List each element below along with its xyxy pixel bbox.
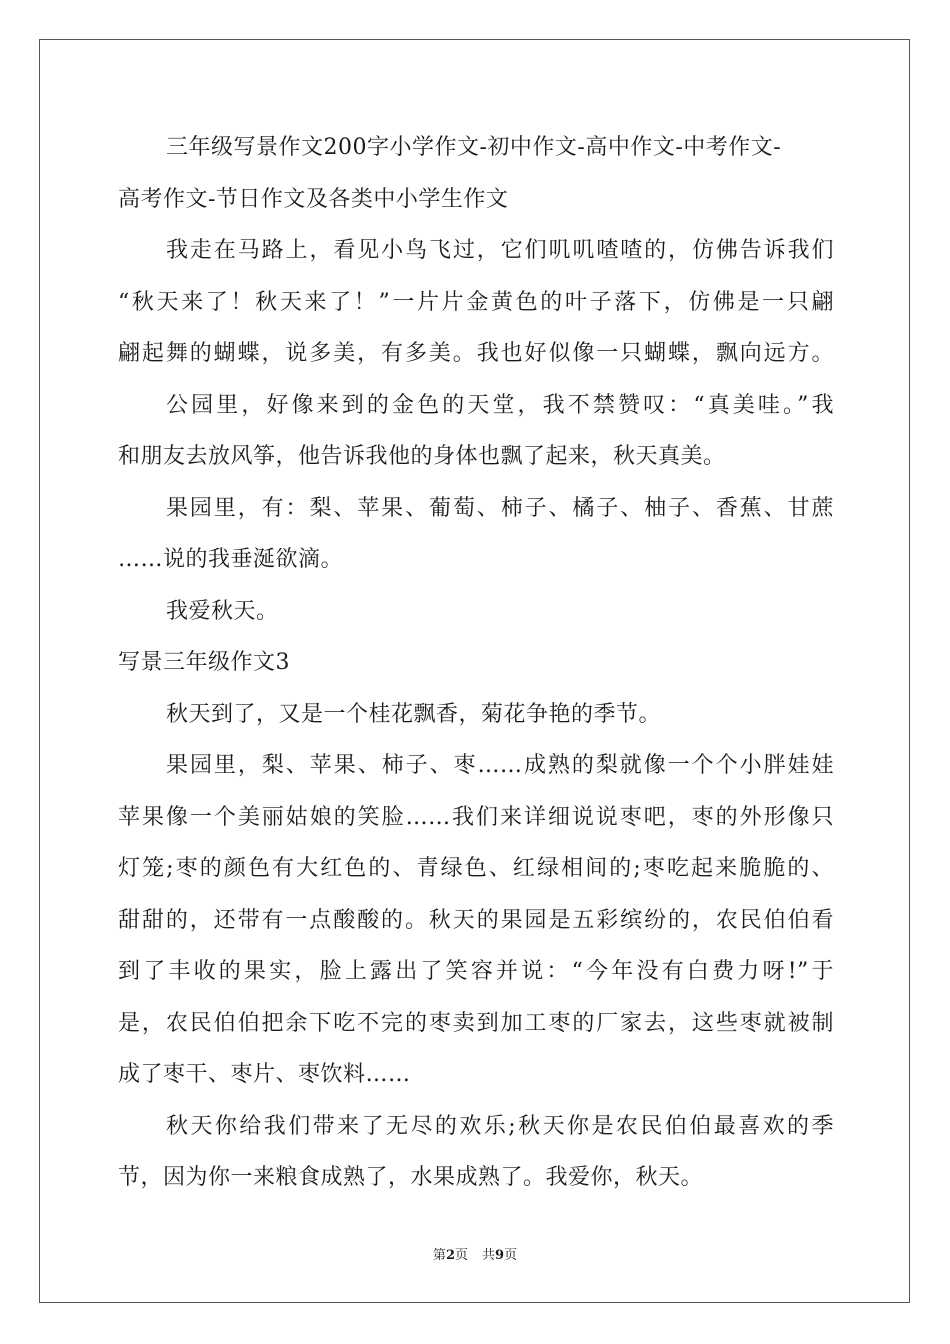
paragraph-1-line-3: 翩起舞的蝴蝶，说多美，有多美。我也好似像一只蝴蝶，飘向远方。	[118, 341, 834, 366]
footer-total-prefix: 共	[482, 1248, 496, 1263]
paragraph-3-line-1: 果园里，有：梨、苹果、葡萄、柿子、橘子、柚子、香蕉、甘蔗	[166, 495, 834, 521]
paragraph-2-line-2: 和朋友去放风筝，他告诉我他的身体也飘了起来，秋天真美。	[118, 444, 726, 469]
paragraph-6-line-5: 到了丰收的果实，脸上露出了笑容并说：“今年没有白费力呀!”于	[118, 959, 834, 984]
paragraph-7-line-1: 秋天你给我们带来了无尽的欢乐;秋天你是农民伯伯最喜欢的季	[166, 1113, 834, 1139]
paragraph-7-line-2: 节，因为你一来粮食成熟了，水果成熟了。我爱你，秋天。	[118, 1165, 704, 1190]
footer-total-pages: 9	[495, 1248, 505, 1263]
paragraph-1-line-1: 我走在马路上，看见小鸟飞过，它们叽叽喳喳的，仿佛告诉我们	[166, 238, 834, 263]
document-body	[118, 122, 834, 1204]
section-heading: 写景三年级作文3	[118, 650, 290, 675]
footer-page-unit: 页	[454, 1248, 468, 1263]
title-line-2: 高考作文-节日作文及各类中小学生作文	[118, 186, 509, 212]
paragraph-6-line-3: 灯笼;枣的颜色有大红色的、青绿色、红绿相间的;枣吃起来脆脆的、	[118, 856, 834, 881]
paragraph-6-line-2: 苹果像一个美丽姑娘的笑脸……我们来详细说说枣吧，枣的外形像只	[118, 804, 834, 830]
footer-total-unit: 页	[504, 1248, 518, 1263]
paragraph-4-line-1: 我爱秋天。	[166, 598, 279, 624]
paragraph-2-line-1: 公园里，好像来到的金色的天堂，我不禁赞叹：“真美哇。”我	[166, 392, 834, 418]
paragraph-1-line-2: “秋天来了！秋天来了！”一片片金黄色的叶子落下，仿佛是一只翩	[118, 289, 834, 315]
paragraph-5-line-1: 秋天到了，又是一个桂花飘香，菊花争艳的季节。	[166, 701, 662, 727]
footer-page-prefix: 第	[432, 1248, 446, 1263]
paragraph-3-line-2: ……说的我垂涎欲滴。	[118, 547, 344, 572]
paragraph-6-line-6: 是，农民伯伯把余下吃不完的枣卖到加工枣的厂家去，这些枣就被制	[118, 1010, 834, 1036]
paragraph-6-line-1: 果园里，梨、苹果、柿子、枣……成熟的梨就像一个个小胖娃娃	[166, 753, 834, 778]
paragraph-6-line-4: 甜甜的，还带有一点酸酸的。秋天的果园是五彩缤纷的，农民伯伯看	[118, 907, 834, 933]
page-footer	[0, 1244, 950, 1263]
footer-page-number: 2	[445, 1248, 455, 1263]
title-line-1: 三年级写景作文200字小学作文-初中作文-高中作文-中考作文-	[166, 135, 782, 160]
paragraph-6-line-7: 成了枣干、枣片、枣饮料……	[118, 1062, 411, 1087]
